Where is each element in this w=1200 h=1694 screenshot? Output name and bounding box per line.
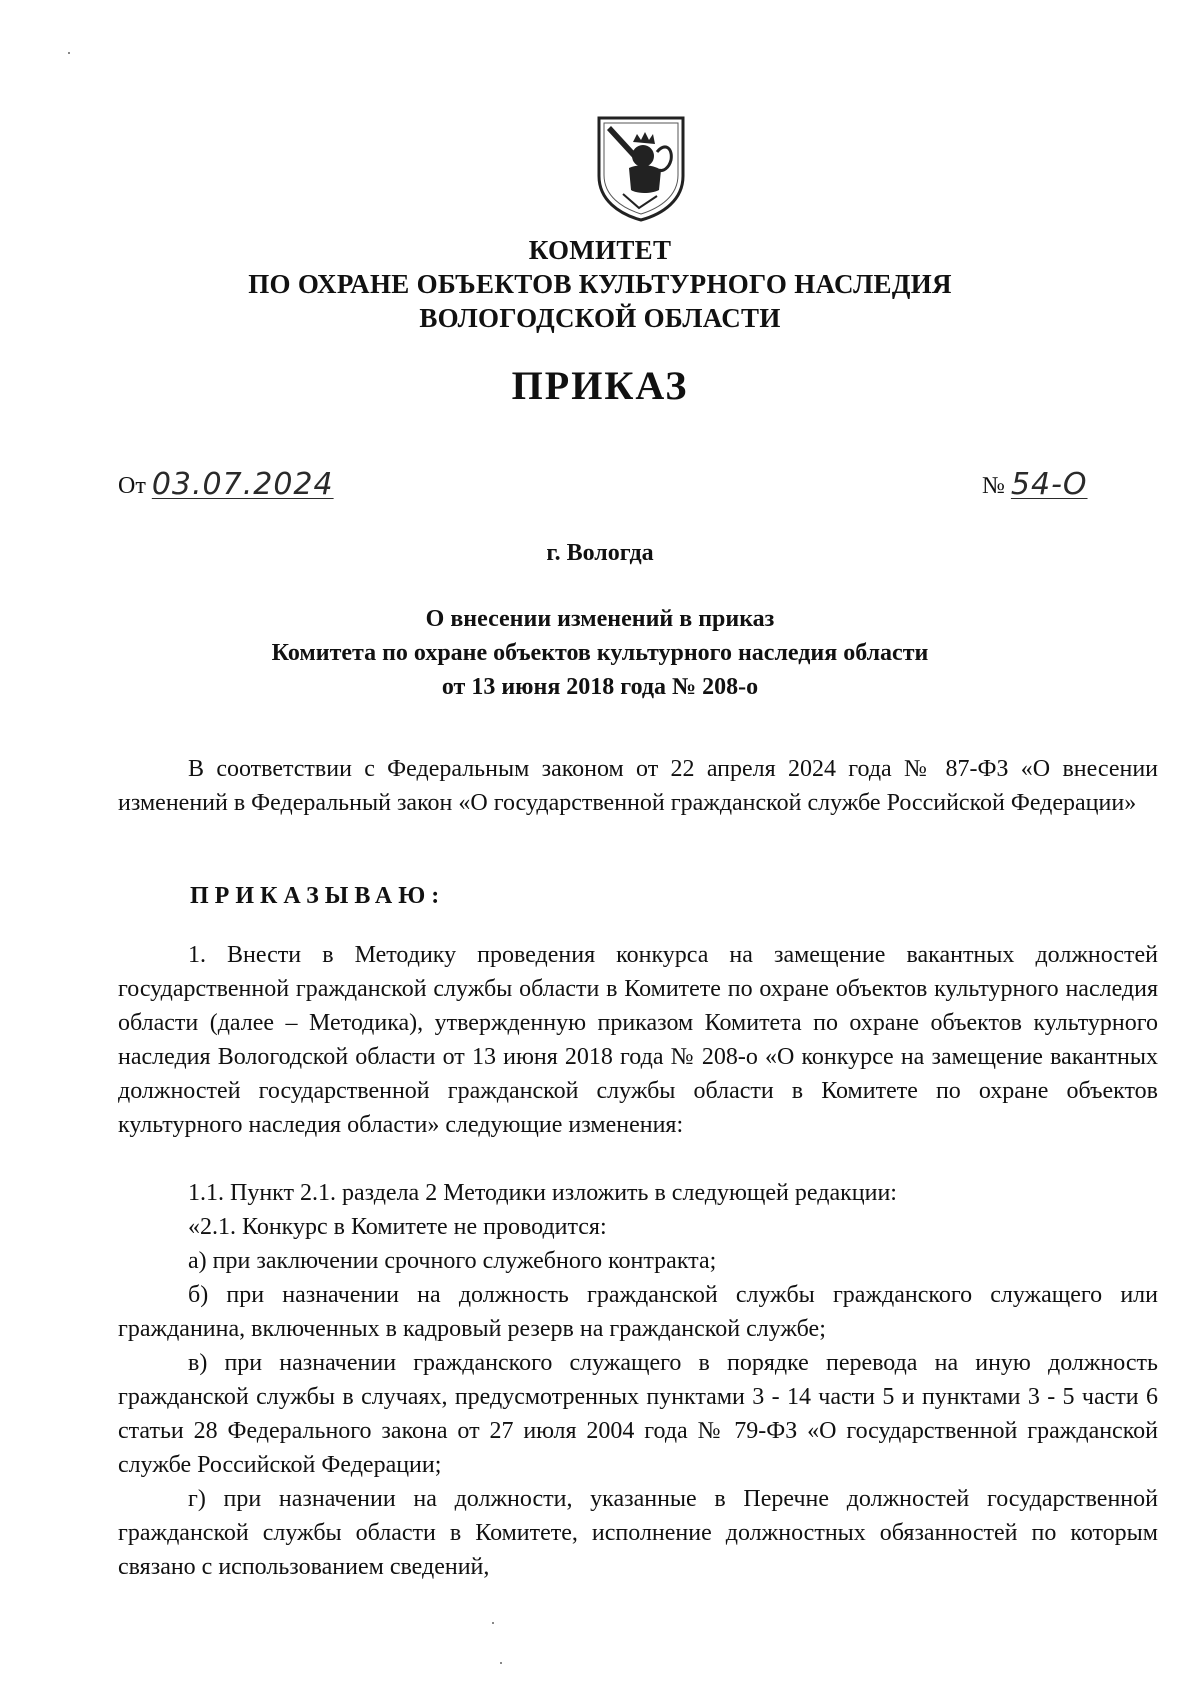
item-1-1-paragraph: 1.1. Пункт 2.1. раздела 2 Методики изложить в следующей редакции: xyxy=(188,1180,897,1206)
item-1-paragraph: 1. Внести в Методику проведения конкурса на замещение вакантных должностей государственной гражданской службы области в Комитете по охране объектов культурного наследия области (далее – Методика), утвержденную приказом Комитета по охране объектов культурного наследия Вологодской области от 13 июня 2018 года № 208-о «О конкурсе на замещение вакантных должностей государственной гражданской службы области в Комитете по охране объектов культурного наследия области» следующие изменения: xyxy=(118,942,1158,1138)
document-type: ПРИКАЗ xyxy=(511,363,689,408)
date-label: От xyxy=(118,473,146,499)
subitem-v: в) при назначении гражданского служащего в порядке перевода на иную должность гражданской службы в случаях, предусмотренных пунктами 3 - 14 части 5 и пунктами 3 - 5 части 6 статьи 28 Федерального закона от 27 июля 2004 года № 79-ФЗ «О государственной гражданской службе Российской Федерации; xyxy=(118,1350,1158,1478)
handwritten-date: 03.07.2024 xyxy=(151,467,334,502)
subitem-g: г) при назначении на должности, указанные в Перечне должностей государственной гражданской службы области в Комитете, исполнение должностных обязанностей по которым связано с использованием сведений, xyxy=(118,1486,1158,1580)
coat-of-arms-icon xyxy=(593,112,689,224)
order-heading: ПРИКАЗЫВАЮ: xyxy=(190,883,446,909)
title-line2: Комитета по охране объектов культурного наследия области xyxy=(271,640,929,666)
number-label: № xyxy=(982,473,1005,499)
subitem-a: а) при заключении срочного служебного контракта; xyxy=(188,1248,717,1274)
scan-artifact xyxy=(500,1662,502,1664)
title-line1: О внесении изменений в приказ xyxy=(425,606,775,632)
org-name-line3: ВОЛОГОДСКОЙ ОБЛАСТИ xyxy=(419,303,781,333)
quote-start-paragraph: «2.1. Конкурс в Комитете не проводится: xyxy=(188,1214,607,1240)
title-line3: от 13 июня 2018 года № 208-о xyxy=(441,674,759,700)
handwritten-number: 54-О xyxy=(1010,467,1088,502)
number-line xyxy=(982,467,1088,502)
subitem-b: б) при назначении на должность гражданской службы гражданского служащего или гражданина, включенных в кадровый резерв на гражданской службе; xyxy=(118,1282,1158,1342)
scan-artifact xyxy=(68,52,70,54)
org-name-line1: КОМИТЕТ xyxy=(528,235,672,265)
city: г. Вологда xyxy=(546,540,654,566)
scan-artifact xyxy=(492,1622,494,1624)
date-line xyxy=(118,467,334,502)
preamble-paragraph: В соответствии с Федеральным законом от 22 апреля 2024 года № 87-ФЗ «О внесении изменений в Федеральный закон «О государственной гражданской службе Российской Федерации» xyxy=(118,756,1158,816)
org-name-line2: ПО ОХРАНЕ ОБЪЕКТОВ КУЛЬТУРНОГО НАСЛЕДИЯ xyxy=(248,269,952,299)
